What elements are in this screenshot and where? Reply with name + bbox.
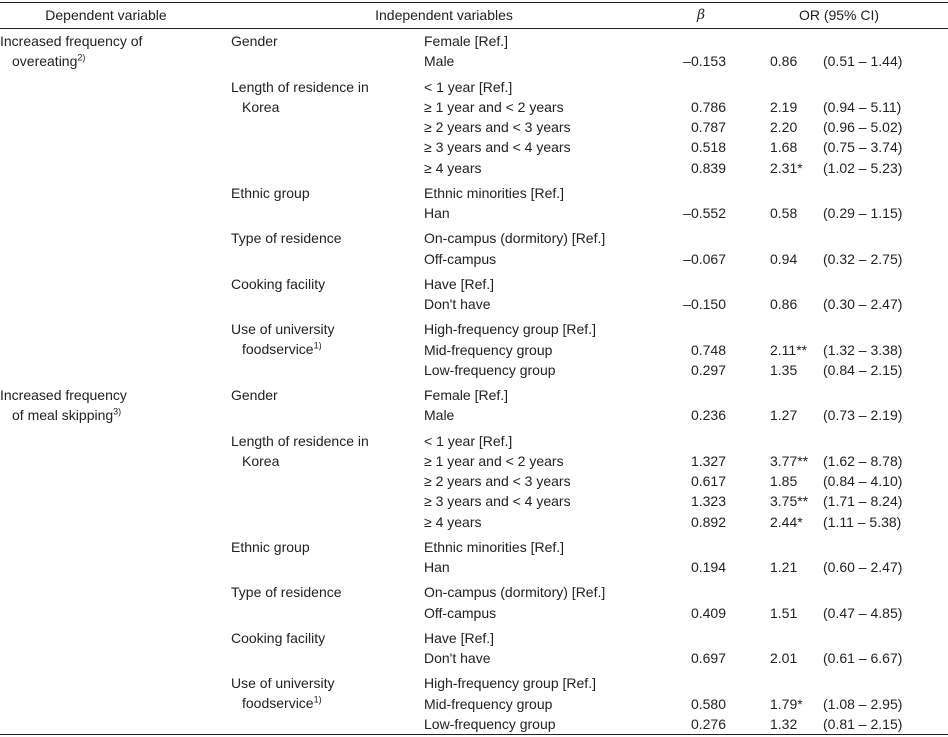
- category-label: Mid-frequency group: [424, 341, 553, 358]
- confidence-interval: (0.75 – 3.74): [823, 139, 903, 156]
- dependent-variable-footnote: 3): [113, 406, 122, 417]
- independent-variable-label: [231, 228, 416, 248]
- category-label: ≥ 4 years: [424, 513, 482, 530]
- confidence-interval: (0.96 – 5.02): [823, 119, 903, 135]
- confidence-interval: (0.84 – 2.15): [823, 361, 903, 378]
- beta-value: 0.580: [690, 695, 726, 712]
- confidence-interval: (0.81 – 2.15): [823, 715, 903, 732]
- odds-ratio-value: 1.51: [770, 604, 798, 621]
- category-label: High-frequency group [Ref.]: [424, 321, 596, 338]
- odds-ratio-value: 1.32: [770, 715, 798, 732]
- category-label: Female [Ref.]: [424, 33, 509, 49]
- dependent-variable-label: [0, 31, 212, 71]
- confidence-interval: (0.29 – 1.15): [823, 205, 903, 221]
- odds-ratio-value: 1.79*: [770, 695, 803, 712]
- category-label: ≥ 1 year and < 2 years: [424, 452, 564, 469]
- odds-ratio-value: 1.35: [770, 361, 798, 378]
- odds-ratio-value: 0.58: [770, 205, 798, 221]
- category-label: < 1 year [Ref.]: [424, 78, 513, 95]
- odds-ratio-value: 2.19: [770, 98, 798, 115]
- independent-variable-line1: Gender: [231, 33, 278, 49]
- category-label: Male: [424, 407, 455, 424]
- independent-variable-line2: foodservice: [242, 341, 314, 358]
- category-label: Ethnic minorities [Ref.]: [424, 538, 565, 555]
- confidence-interval: (1.32 – 3.38): [823, 341, 903, 358]
- beta-value: 0.518: [690, 139, 726, 156]
- independent-variable-footnote: 1): [313, 694, 322, 705]
- independent-variable-label: [231, 31, 416, 51]
- beta-value: 0.787: [690, 119, 726, 135]
- beta-value: 0.194: [690, 559, 726, 575]
- independent-variable-label: [231, 319, 416, 359]
- header-independent-variables: Independent variables: [375, 7, 513, 23]
- beta-value: 0.617: [690, 473, 726, 489]
- table-header-rule: [0, 28, 948, 29]
- beta-value: 0.236: [690, 407, 726, 424]
- beta-value: –0.153: [683, 53, 726, 70]
- odds-ratio-value: 1.85: [770, 473, 798, 489]
- independent-variable-label: [231, 431, 416, 471]
- category-label: Mid-frequency group: [424, 695, 553, 712]
- beta-value: 0.697: [690, 650, 726, 666]
- category-label: Low-frequency group: [424, 715, 556, 732]
- independent-variable-line1: Type of residence: [231, 584, 342, 601]
- confidence-interval: (1.62 – 8.78): [823, 452, 903, 469]
- confidence-interval: (1.11 – 5.38): [823, 513, 902, 530]
- odds-ratio-value: 3.75**: [770, 493, 809, 510]
- independent-variable-line1: Length of residence in: [231, 432, 369, 449]
- category-label: Low-frequency group: [424, 361, 556, 378]
- odds-ratio-value: 2.01: [770, 650, 798, 666]
- beta-value: 0.892: [690, 513, 726, 530]
- beta-value: –0.067: [683, 250, 726, 267]
- category-label: < 1 year [Ref.]: [424, 432, 513, 449]
- independent-variable-line1: Cooking facility: [231, 629, 326, 646]
- dependent-variable-line2: of meal skipping: [12, 407, 114, 423]
- confidence-interval: (0.61 – 6.67): [823, 650, 903, 666]
- odds-ratio-value: 2.20: [770, 119, 798, 135]
- category-label: Off-campus: [424, 604, 497, 621]
- beta-value: 0.409: [690, 604, 726, 621]
- beta-value: 0.297: [690, 361, 726, 378]
- beta-value: 0.748: [690, 341, 726, 358]
- category-label: ≥ 3 years and < 4 years: [424, 493, 571, 510]
- independent-variable-footnote: 1): [313, 340, 322, 351]
- confidence-interval: (0.32 – 2.75): [823, 250, 903, 267]
- confidence-interval: (0.51 – 1.44): [823, 53, 903, 70]
- beta-value: 0.276: [690, 715, 726, 732]
- category-label: Don't have: [424, 296, 491, 312]
- category-label: Male: [424, 53, 455, 70]
- independent-variable-label: [231, 385, 416, 405]
- confidence-interval: (0.60 – 2.47): [823, 559, 903, 575]
- category-label: ≥ 2 years and < 3 years: [424, 119, 571, 135]
- independent-variable-line1: Type of residence: [231, 230, 342, 247]
- odds-ratio-value: 1.21: [770, 559, 798, 575]
- odds-ratio-value: 2.44*: [770, 513, 803, 530]
- confidence-interval: (0.47 – 4.85): [823, 604, 903, 621]
- confidence-interval: (0.73 – 2.19): [823, 407, 903, 424]
- header-odds-ratio: OR (95% CI): [798, 7, 880, 23]
- independent-variable-line1: Length of residence in: [231, 78, 369, 95]
- category-label: Off-campus: [424, 250, 497, 267]
- confidence-interval: (1.02 – 5.23): [823, 159, 903, 176]
- confidence-interval: (1.08 – 2.95): [823, 695, 903, 712]
- odds-ratio-value: 2.31*: [770, 159, 803, 176]
- odds-ratio-value: 0.86: [770, 296, 798, 312]
- odds-ratio-value: 2.11**: [770, 341, 808, 358]
- odds-ratio-value: 0.86: [770, 53, 798, 70]
- category-label: ≥ 1 year and < 2 years: [424, 98, 564, 115]
- independent-variable-label: [231, 673, 416, 713]
- category-label: On-campus (dormitory) [Ref.]: [424, 230, 606, 247]
- category-label: ≥ 2 years and < 3 years: [424, 473, 571, 489]
- independent-variable-line1: Ethnic group: [231, 184, 310, 201]
- confidence-interval: (0.84 – 4.10): [823, 473, 903, 489]
- independent-variable-line2: foodservice: [242, 695, 314, 712]
- category-label: Han: [424, 205, 450, 221]
- beta-value: 0.786: [690, 98, 726, 115]
- independent-variable-line1: Use of university: [231, 675, 335, 692]
- dependent-variable-label: [0, 385, 212, 425]
- independent-variable-line1: Gender: [231, 387, 278, 403]
- dependent-variable-footnote: 2): [77, 52, 86, 63]
- category-label: Han: [424, 559, 450, 575]
- category-label: Don't have: [424, 650, 491, 666]
- dependent-variable-line2: overeating: [12, 53, 78, 69]
- beta-value: 0.839: [690, 159, 726, 176]
- independent-variable-line1: Use of university: [231, 321, 335, 338]
- table-top-rule: [0, 2, 948, 3]
- beta-value: –0.552: [683, 205, 726, 221]
- independent-variable-label: [231, 274, 416, 294]
- confidence-interval: (1.71 – 8.24): [823, 493, 903, 510]
- independent-variable-line1: Ethnic group: [231, 538, 310, 555]
- beta-value: 1.323: [690, 493, 726, 510]
- odds-ratio-value: 1.27: [770, 407, 798, 424]
- independent-variable-label: [231, 582, 416, 602]
- independent-variable-line2: Korea: [242, 98, 280, 115]
- category-label: Ethnic minorities [Ref.]: [424, 184, 565, 201]
- independent-variable-label: [231, 628, 416, 648]
- beta-value: –0.150: [683, 296, 726, 312]
- category-label: On-campus (dormitory) [Ref.]: [424, 584, 606, 601]
- category-label: Have [Ref.]: [424, 629, 495, 646]
- confidence-interval: (0.30 – 2.47): [823, 296, 903, 312]
- category-label: ≥ 3 years and < 4 years: [424, 139, 571, 156]
- category-label: ≥ 4 years: [424, 159, 482, 176]
- beta-value: 1.327: [690, 452, 726, 469]
- independent-variable-label: [231, 77, 416, 117]
- odds-ratio-value: 1.68: [770, 139, 798, 156]
- header-beta: β: [696, 7, 706, 23]
- independent-variable-label: [231, 537, 416, 557]
- independent-variable-line2: Korea: [242, 452, 280, 469]
- category-label: Female [Ref.]: [424, 387, 509, 403]
- dependent-variable-line1: Increased frequency of: [0, 33, 143, 49]
- odds-ratio-value: 0.94: [770, 250, 798, 267]
- dependent-variable-line1: Increased frequency: [0, 387, 127, 403]
- table-bottom-rule: [0, 734, 948, 735]
- odds-ratio-value: 3.77**: [770, 452, 809, 469]
- header-dependent-variable: Dependent variable: [45, 7, 167, 23]
- independent-variable-line1: Cooking facility: [231, 275, 326, 292]
- confidence-interval: (0.94 – 5.11): [823, 98, 902, 115]
- category-label: Have [Ref.]: [424, 275, 495, 292]
- category-label: High-frequency group [Ref.]: [424, 675, 596, 692]
- independent-variable-label: [231, 183, 416, 203]
